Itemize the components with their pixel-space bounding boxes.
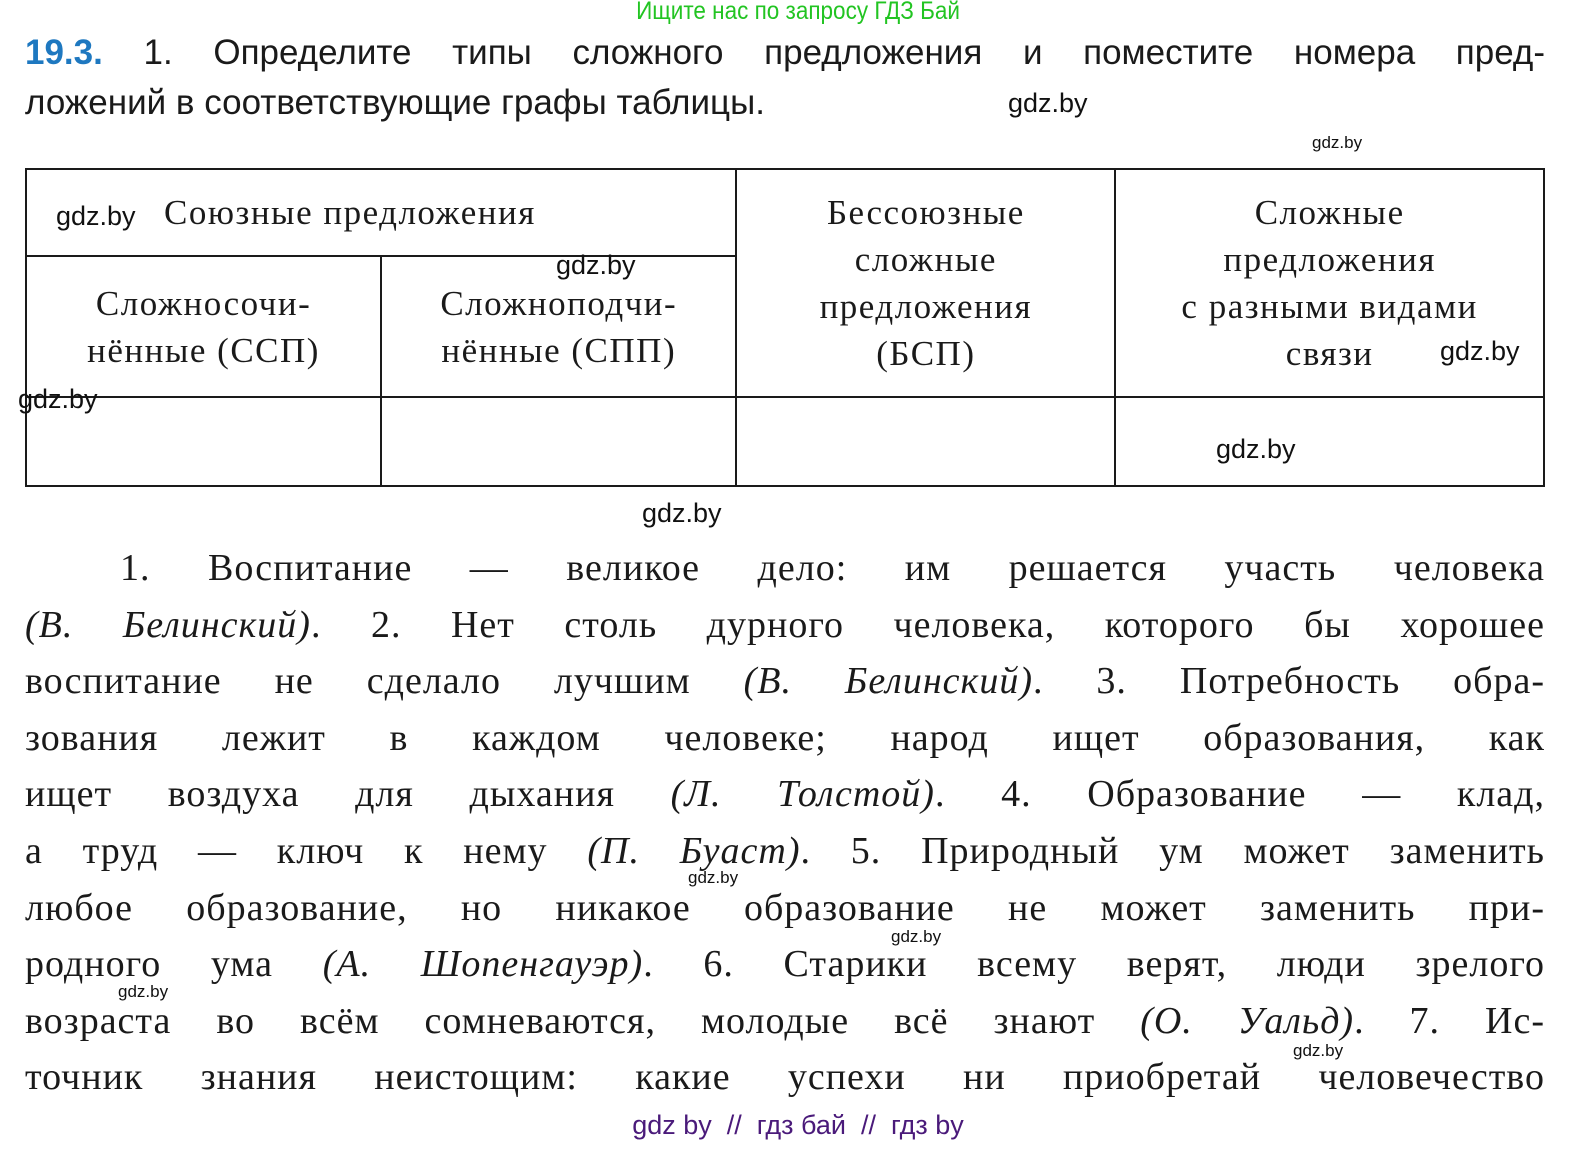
- text-line: а труд — ключ к нему (П. Буаст). 5. Природный ум может заменить: [25, 829, 1545, 872]
- task-text-1: 1. Определите типы сложного предложения и поместите номера пред-: [143, 33, 1545, 72]
- header-mixed: Сложные предложения с разными видами связи: [1115, 169, 1544, 397]
- watermark: gdz.by: [688, 868, 739, 887]
- text-line: (В. Белинский). 2. Нет столь дурного человека, которого бы хорошее: [25, 603, 1545, 646]
- group-header-union: Союзные предложения: [26, 169, 736, 256]
- watermark: gdz.by: [1440, 336, 1520, 366]
- watermark: gdz.by: [556, 250, 636, 280]
- header-spp: Сложноподчи- нённые (СПП): [381, 256, 736, 397]
- text-line: точник знания неистощим: какие успехи ни приобретай человечество: [25, 1056, 1545, 1099]
- watermark: gdz.by: [642, 498, 722, 528]
- text-line: любое образование, но никакое образование не может заменить при-: [25, 886, 1545, 929]
- task-line-2: ложений в соответствующие графы таблицы.: [25, 83, 765, 122]
- classification-table: [25, 168, 1545, 487]
- watermark: gdz.by: [18, 384, 98, 414]
- watermark: gdz.by: [118, 982, 169, 1001]
- cell-bsp[interactable]: [736, 397, 1115, 486]
- text-line: возраста во всём сомневаются, молодые всё знают (О. Уальд). 7. Ис-: [25, 999, 1545, 1042]
- watermark: gdz.by: [1293, 1041, 1344, 1060]
- header-bsp: Бессоюзные сложные предложения (БСП): [736, 169, 1115, 397]
- watermark: gdz.by: [1008, 88, 1088, 118]
- watermark: gdz.by: [891, 927, 942, 946]
- top-watermark: Ищите нас по запросу ГДЗ Бай: [636, 0, 960, 25]
- watermark: gdz.by: [56, 201, 136, 231]
- text-line: воспитание не сделало лучшим (В. Белинский). 3. Потребность обра-: [25, 660, 1545, 703]
- text-line: зования лежит в каждом человеке; народ ищет образования, как: [25, 716, 1545, 759]
- task-line-1: [25, 28, 1545, 78]
- watermark: gdz.by: [1216, 434, 1296, 464]
- cell-spp[interactable]: [381, 397, 736, 486]
- footer-watermark: gdz by // гдз бай // гдз by: [632, 1110, 964, 1140]
- task-heading: [25, 28, 1545, 128]
- text-line: родного ума (А. Шопенгауэр). 6. Старики всему верят, люди зрелого: [25, 943, 1546, 986]
- sentences-text: [25, 540, 1545, 1106]
- watermark: gdz.by: [1312, 133, 1363, 152]
- cell-mixed[interactable]: [1115, 397, 1544, 486]
- text-line: ищет воздуха для дыхания (Л. Толстой). 4. Образование — клад,: [25, 773, 1546, 816]
- header-ssp: Сложносочи- нённые (ССП): [26, 256, 381, 397]
- task-number: 19.3.: [25, 33, 103, 72]
- text-line: 1. Воспитание — великое дело: им решается участь человека: [120, 547, 1545, 589]
